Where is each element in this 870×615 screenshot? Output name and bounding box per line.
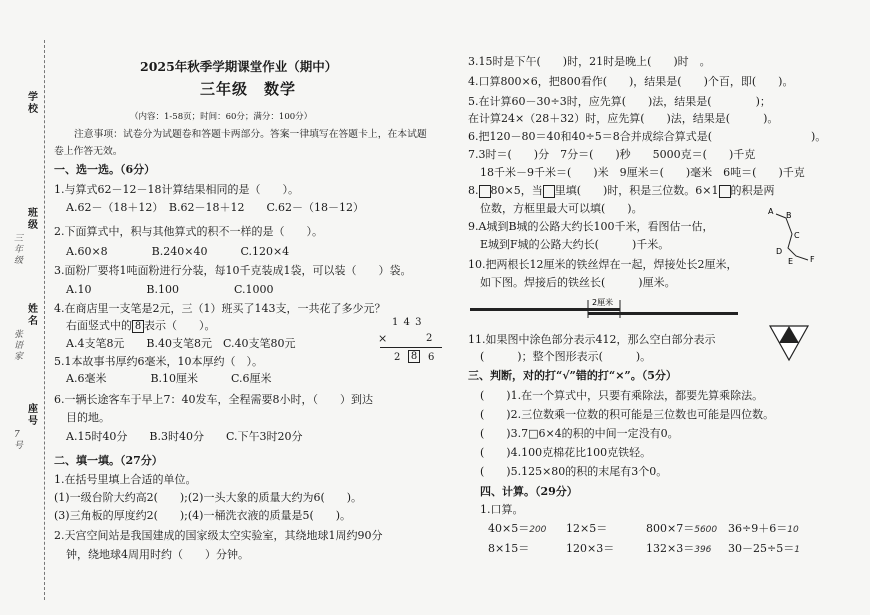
s1-q5-options: A.6毫米 B.10厘米 C.6厘米 (66, 372, 272, 385)
s2-q8-end: 的积是两 (730, 184, 775, 197)
name-label: 姓名 (28, 304, 38, 327)
s2-q1-b: (3)三角板的厚度约2( );(4)一桶洗衣液的质量是5( )。 (54, 509, 352, 522)
oral-calc-handwritten-answer: 5600 (694, 525, 718, 535)
school-label: 学校 (28, 92, 38, 115)
oral-calc-handwritten-answer: 200 (529, 525, 547, 535)
oral-calc-expression: 30－25÷5＝ (728, 542, 795, 555)
s2-q8-mid: 80×5，当 (490, 184, 543, 197)
s1-q4-b-post: 表示（ ）。 (144, 319, 216, 332)
s2-q8-box-3 (719, 185, 731, 198)
s2-q2-b: 钟，绕地球4周用时约（ ）分钟。 (66, 548, 249, 561)
notice-line-2: 卷上作答无效。 (54, 146, 123, 157)
binding-margin (0, 0, 44, 615)
s2-q10: 10.把两根长12厘米的铁丝焊在一起，焊接处长2厘米， (468, 258, 738, 271)
class-label: 班级 (28, 208, 38, 231)
oral-calc-handwritten-answer: 10 (787, 525, 799, 535)
route-label-d: D (776, 247, 783, 256)
route-label-e: E (788, 257, 794, 266)
s2-q10-b: 如下图。焊接后的铁丝长( )厘米。 (480, 276, 676, 289)
oral-calc-item (566, 542, 614, 556)
s2-q4: 4.口算800×6，把800看作( )，结果是( )个百，即( )。 (468, 75, 794, 88)
judgment-item: ( )5.125×80的积的末尾有3个0。 (480, 465, 668, 478)
oral-calc-expression: 132×3＝ (646, 542, 695, 555)
s1-q6: 6.一辆长途客车于早上7：40发车，全程需要8小时，（ ）到达 (54, 393, 373, 406)
class-handwriting: 三年级 (14, 234, 24, 266)
s2-q1: 1.在括号里填上合适的单位。 (54, 473, 197, 486)
s1-q5: 5.1本故事书厚约6毫米，10本厚约（ ）。 (54, 355, 263, 368)
section-4-heading: 四、计算。（29分） (480, 485, 578, 498)
binding-line (44, 40, 45, 600)
seat-label: 座号 (28, 404, 38, 427)
s1-q2-options: A.60×8 B.240×40 C.120×4 (66, 245, 290, 258)
oral-calc-expression: 800×7＝ (646, 522, 695, 535)
judgment-item: ( )1.在一个算式中，只要有乘除法，都要先算乘除法。 (480, 389, 764, 402)
judgment-item: ( )3.7□6×4的积的中间一定没有0。 (480, 427, 679, 440)
oral-calc-handwritten-answer: 396 (694, 545, 712, 555)
triangle-figure (766, 322, 812, 364)
exam-title: 2025年秋季学期课堂作业（期中） (140, 59, 338, 74)
s1-q2: 2.下面算式中，积与其他算式的积不一样的是（ ）。 (54, 225, 323, 238)
calc-multiplier: 2 (426, 333, 433, 344)
s2-q8-box-1 (479, 185, 491, 198)
oral-calc-expression: 120×3＝ (566, 542, 615, 555)
wire-1 (470, 308, 620, 311)
seat-handwriting: 7号 (14, 430, 24, 451)
route-label-b: B (786, 211, 792, 220)
s1-q4-box: 8 (132, 320, 144, 333)
s1-q4-b-pre: 右面竖式中的 (66, 319, 132, 332)
s1-q4-options: A.4支笔8元 B.40支笔8元 C.40支笔80元 (66, 337, 296, 350)
s2-q3: 3.15时是下午( )时，21时是晚上( )时 。 (468, 55, 711, 68)
oral-calc-expression: 12×5＝ (566, 522, 608, 535)
exam-subtitle: 三年级 数学 (200, 80, 297, 98)
oral-calc-expression: 40×5＝ (488, 522, 530, 535)
wire-diagram (468, 294, 740, 320)
s2-q8 (468, 184, 775, 198)
s2-q7-b: 18千米－9千米＝( )米 9厘米＝( )毫米 6吨＝( )千克 (480, 166, 805, 179)
s2-q5: 5.在计算60－30÷3时，应先算( )法，结果是( )； (468, 95, 771, 108)
s2-q8-pre: 8. (468, 184, 479, 197)
s4-sub: 1.口算。 (480, 503, 524, 516)
oral-calc-handwritten-answer: 1 (794, 545, 800, 555)
s2-q7: 7.3时＝( )分 7分＝( )秒 5000克＝( )千克 (468, 148, 756, 161)
oral-calc-item (646, 522, 717, 537)
s2-q11-b: ( )；整个图形表示( )。 (480, 350, 652, 363)
calc-result-b-wrap (408, 350, 420, 364)
section-2-heading: 二、填一填。（27分） (54, 454, 163, 467)
section-3-heading: 三、判断，对的打“√”错的打“×”。（5分） (468, 369, 677, 382)
oral-calc-item (728, 542, 800, 557)
judgment-item: ( )4.100克棉花比100克铁轻。 (480, 446, 652, 459)
s1-q4: 4.在商店里一支笔是2元，三（1）班买了143支，一共花了多少元？ (54, 302, 386, 315)
s2-q5-b: 在计算24×（28＋32）时，应先算( )法，结果是( )。 (468, 112, 779, 125)
route-label-f: F (810, 255, 815, 264)
s2-q9: 9.A城到B城的公路大约长100千米，看图估一估， (468, 220, 714, 233)
calc-result-a: 2 (394, 352, 401, 363)
s1-q3-options: A.10 B.100 C.1000 (66, 283, 274, 296)
judgment-item: ( )2.三位数乘一位数的积可能是三位数也可能是四位数。 (480, 408, 775, 421)
s2-q2: 2.天宫空间站是我国建成的国家级太空实验室，其绕地球1周约90分 (54, 529, 383, 542)
calc-result-box: 8 (408, 350, 420, 363)
s1-q1: 1.与算式62－12－18计算结果相同的是（ ）。 (54, 183, 299, 196)
oral-calc-item (566, 522, 607, 536)
oral-calc-item (488, 542, 529, 556)
s2-q1-a: (1)一级台阶大约高2( );(2)一头大象的质量大约为6( )。 (54, 491, 363, 504)
s1-q4-b (66, 319, 216, 333)
section-1-heading: 一、选一选。（6分） (54, 163, 156, 176)
oral-calc-item (728, 522, 799, 537)
wire-2 (588, 312, 738, 315)
notice-line-1: 注意事项：试卷分为试题卷和答题卡两部分。答案一律填写在答题卡上，在本试题 (74, 129, 427, 140)
oral-calc-expression: 8×15＝ (488, 542, 530, 555)
calc-top: 1 4 3 (392, 317, 423, 328)
oral-calc-item (488, 522, 546, 537)
oral-calc-expression: 36÷9＋6＝ (728, 522, 788, 535)
s2-q11: 11.如果图中涂色部分表示412，那么空白部分表示 (468, 333, 716, 346)
s2-q8-post: 里填( )时，积是三位数。6×1 (554, 184, 719, 197)
s1-q1-options: A.62－（18＋12） B.62－18＋12 C.62－（18－12） (66, 201, 365, 214)
route-label-a: A (768, 207, 774, 216)
weld-length-label: 2厘米 (592, 298, 614, 307)
s2-q9-b: E城到F城的公路大约长( )千米。 (480, 238, 670, 251)
s1-q6-b: 目的地。 (66, 411, 110, 424)
s2-q8-box-2 (543, 185, 555, 198)
exam-info: （内容：1-58页；时间：60分；满分：100分） (130, 112, 313, 122)
name-handwriting: 张语家 (14, 330, 24, 362)
calc-result-c: 6 (428, 352, 435, 363)
calc-multiply-sign: × (378, 332, 388, 345)
s1-q3: 3.面粉厂要将1吨面粉进行分装，每10千克装成1袋，可以装（ ）袋。 (54, 264, 412, 277)
s2-q6: 6.把120－80＝40和40÷5＝8合并成综合算式是( )。 (468, 130, 827, 143)
s1-q6-options: A.15时40分 B.3时40分 C.下午3时20分 (66, 430, 303, 443)
oral-calc-item (646, 542, 711, 557)
s2-q8-b: 位数，方框里最大可以填( )。 (480, 202, 643, 215)
route-label-c: C (794, 231, 800, 240)
route-diagram (766, 204, 826, 270)
calc-rule (380, 347, 442, 348)
